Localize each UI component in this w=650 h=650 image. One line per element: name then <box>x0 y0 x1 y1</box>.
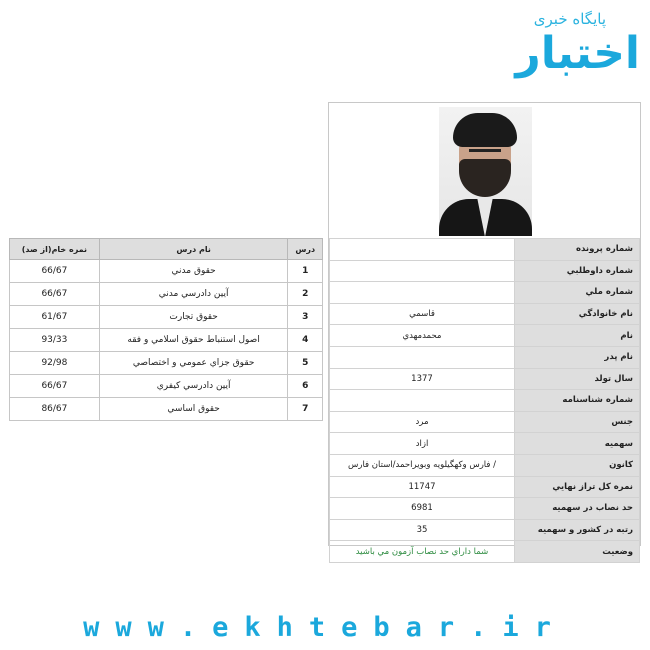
logo-subtitle: پایگاه خبری <box>533 10 606 28</box>
field-value: قاسمي <box>330 303 515 325</box>
logo-title: اختبار <box>515 28 640 79</box>
site-logo <box>510 4 640 86</box>
field-value <box>330 260 515 282</box>
info-row-first-name <box>330 325 640 347</box>
table-row <box>10 375 323 398</box>
field-label: شماره پرونده <box>515 239 640 261</box>
info-row-gender <box>330 411 640 433</box>
table-row <box>10 329 323 352</box>
course-score: 86/67 <box>10 398 100 421</box>
info-row-rank <box>330 519 640 541</box>
field-label: شماره ملي <box>515 282 640 304</box>
info-row-status <box>330 541 640 563</box>
field-label: شماره شناسنامه <box>515 390 640 412</box>
course-score: 66/67 <box>10 260 100 283</box>
photo-frame <box>329 103 640 239</box>
field-label: كانون <box>515 454 640 476</box>
info-row-last-name <box>330 303 640 325</box>
field-label: سال تولد <box>515 368 640 390</box>
field-value: 11747 <box>330 476 515 498</box>
table-row <box>10 398 323 421</box>
course-name: حقوق جزاي عمومي و اختصاصي <box>99 352 288 375</box>
info-row-birth-year <box>330 368 640 390</box>
field-label: سهميه <box>515 433 640 455</box>
candidate-info-table <box>329 238 640 563</box>
field-value: مرد <box>330 411 515 433</box>
info-row-quota <box>330 433 640 455</box>
info-row-file-number <box>330 239 640 261</box>
info-row-quota-threshold <box>330 498 640 520</box>
field-value: 35 <box>330 519 515 541</box>
table-row <box>10 352 323 375</box>
info-row-bar-association <box>330 454 640 476</box>
course-name: آيين دادرسي كيفري <box>99 375 288 398</box>
course-name: حقوق اساسي <box>99 398 288 421</box>
course-score: 66/67 <box>10 283 100 306</box>
field-label: رتبه در كشور و سهميه <box>515 519 640 541</box>
field-value: / فارس وكهگيلويه وبويراحمد/استان فارس <box>330 454 515 476</box>
info-row-national-id <box>330 282 640 304</box>
course-name: حقوق مدني <box>99 260 288 283</box>
course-number: 5 <box>288 352 323 375</box>
course-number: 7 <box>288 398 323 421</box>
course-score: 66/67 <box>10 375 100 398</box>
field-label: وضعيت <box>515 541 640 563</box>
course-score: 61/67 <box>10 306 100 329</box>
header-course-number: درس <box>288 239 323 260</box>
course-number: 1 <box>288 260 323 283</box>
field-value <box>330 282 515 304</box>
header-course-name: نام درس <box>99 239 288 260</box>
table-row <box>10 260 323 283</box>
course-score: 92/98 <box>10 352 100 375</box>
field-value <box>330 390 515 412</box>
course-number: 4 <box>288 329 323 352</box>
course-score: 93/33 <box>10 329 100 352</box>
field-label: حد نصاب در سهميه <box>515 498 640 520</box>
field-value <box>330 346 515 368</box>
info-row-id-number <box>330 390 640 412</box>
candidate-photo <box>439 107 532 236</box>
field-label: نام خانوادگي <box>515 303 640 325</box>
grades-header-row <box>10 239 323 260</box>
info-row-candidate-number <box>330 260 640 282</box>
site-url: www.ekhtebar.ir <box>83 612 567 643</box>
field-value: محمدمهدي <box>330 325 515 347</box>
course-number: 3 <box>288 306 323 329</box>
table-row <box>10 283 323 306</box>
field-label: شماره داوطلبي <box>515 260 640 282</box>
field-value <box>330 239 515 261</box>
course-number: 6 <box>288 375 323 398</box>
status-message: شما داراي حد نصاب آزمون مي باشيد <box>330 541 515 563</box>
course-name: آيين دادرسي مدني <box>99 283 288 306</box>
info-row-father-name <box>330 346 640 368</box>
grades-table <box>9 238 323 421</box>
field-value: 6981 <box>330 498 515 520</box>
field-label: نام پدر <box>515 346 640 368</box>
field-value: ازاد <box>330 433 515 455</box>
field-value: 1377 <box>330 368 515 390</box>
course-number: 2 <box>288 283 323 306</box>
field-label: جنس <box>515 411 640 433</box>
table-row <box>10 306 323 329</box>
course-name: اصول استنباط حقوق اسلامي و فقه <box>99 329 288 352</box>
info-row-final-score <box>330 476 640 498</box>
field-label: نمره كل تراز نهايي <box>515 476 640 498</box>
header-raw-score: نمره خام(از صد) <box>10 239 100 260</box>
course-name: حقوق تجارت <box>99 306 288 329</box>
candidate-profile-card <box>328 102 641 557</box>
field-label: نام <box>515 325 640 347</box>
